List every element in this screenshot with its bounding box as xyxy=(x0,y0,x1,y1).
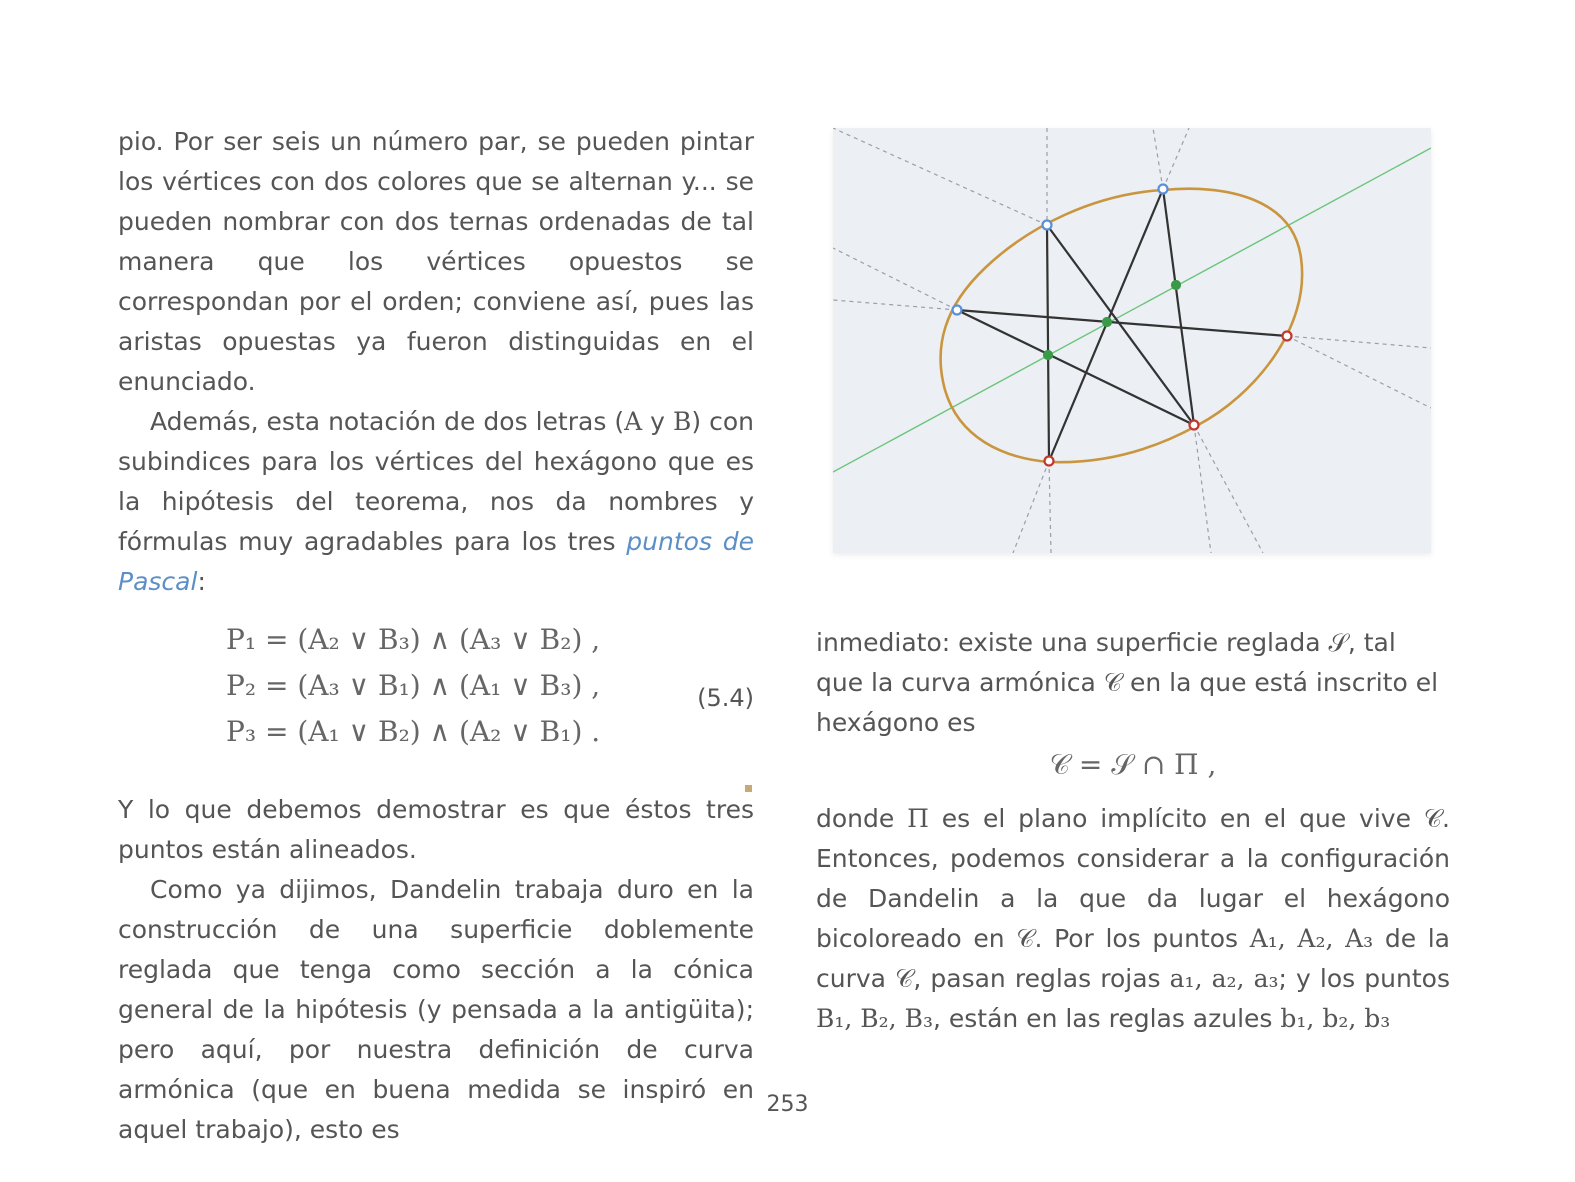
symbol-C-2: 𝒞 xyxy=(1016,924,1035,953)
pascal-point-1 xyxy=(1172,281,1180,289)
symbol-S: 𝒮 xyxy=(1328,628,1348,657)
equation-p1: P₁ = (A₂ ∨ B₃) ∧ (A₃ ∨ B₂) , xyxy=(226,623,601,656)
center-equation: 𝒞 = 𝒮 ∩ Π , xyxy=(1049,748,1217,781)
pascal-points-link[interactable]: puntos de Pascal xyxy=(118,527,754,596)
rules-b: b₁, b₂, b₃ xyxy=(1280,1004,1391,1033)
rp2-d: . Por los puntos xyxy=(1034,924,1250,953)
para2-end: : xyxy=(197,567,206,596)
pascal-point-2 xyxy=(1103,318,1111,326)
page-number: 253 xyxy=(766,1092,809,1117)
symbol-C-3: 𝒞 xyxy=(895,964,914,993)
rp2-f: , pasan reglas rojas xyxy=(913,964,1170,993)
red-vertex-1 xyxy=(1283,332,1292,341)
para2-text-b: ) con subindices para los vértices del hexágono que es la hipótesis del teorema, nos da nombres y fórmulas muy agradables para los tres xyxy=(118,407,754,556)
symbol-A: A xyxy=(624,407,643,436)
equation-p3: P₃ = (A₁ ∨ B₂) ∧ (A₂ ∨ B₁) . xyxy=(226,715,601,748)
symbol-B: B xyxy=(672,407,692,436)
pascal-line xyxy=(833,148,1431,472)
equation-number: (5.4) xyxy=(697,684,754,712)
hexagon-edge-5 xyxy=(957,310,1194,425)
left-column xyxy=(118,122,754,1150)
right-paragraph-2 xyxy=(816,799,1450,1039)
dashed-rule-4 xyxy=(833,300,957,310)
rp2-c: . Entonces, podemos considerar a la configuración de Dandelin a la que da lugar el hexágono bicoloreado en xyxy=(816,804,1450,953)
paragraph-1: pio. Por ser seis un número par, se pueden pintar los vértices con dos colores que se alternan y... se pueden nombrar con dos ternas ordenadas de tal manera que los vértices opuestos se correspondan por el orden; conviene así, pues las aristas opuestas ya fueron distinguidas en el enunciado. xyxy=(118,127,754,396)
red-vertex-3 xyxy=(1045,457,1054,466)
dashed-rule-8 xyxy=(1194,425,1211,553)
dashed-rule-3 xyxy=(1163,128,1189,189)
points-B: B₁, B₂, B₃ xyxy=(816,1004,933,1033)
paragraph-2 xyxy=(118,402,754,602)
dashed-rule-6 xyxy=(1287,336,1431,348)
rp2-h: , están en las reglas azules xyxy=(932,1004,1281,1033)
rp1-text-c: en la que está inscrito el hexágono es xyxy=(816,668,1439,737)
hexagon-edge-4 xyxy=(957,310,1287,336)
blue-vertex-2 xyxy=(1159,185,1168,194)
symbol-C-1: 𝒞 xyxy=(1423,804,1443,833)
right-paragraph-1 xyxy=(816,623,1450,743)
blue-vertex-1 xyxy=(1043,221,1052,230)
symbol-C: 𝒞 xyxy=(1103,668,1123,697)
dashed-rule-10 xyxy=(1049,461,1051,553)
dashed-rule-1 xyxy=(833,128,1047,225)
right-column xyxy=(816,623,1450,1039)
points-A: A₁, A₂, A₃ xyxy=(1249,924,1374,953)
rp1-text-a: inmediato: existe una superficie reglada xyxy=(816,628,1329,657)
paragraph-4: Como ya dijimos, Dandelin trabaja duro en la construcción de una superficie doblemente reglada que tenga como sección a la cónica general de la hipótesis (y pensada a la antigüita); pero aquí, por nuestra definición de curva armónica (que en buena medida se inspiró en aquel trabajo), esto es xyxy=(118,875,754,1144)
margin-marker xyxy=(745,785,752,792)
pascal-point-3 xyxy=(1044,351,1052,359)
para2-text-a: Además, esta notación de dos letras ( xyxy=(150,407,625,436)
red-vertex-2 xyxy=(1190,421,1199,430)
dashed-rule-5 xyxy=(833,248,957,310)
dashed-rule-11 xyxy=(1013,461,1049,553)
pascal-hexagon-figure xyxy=(833,128,1431,553)
dashed-rule-9 xyxy=(1194,425,1263,553)
rp2-a: donde xyxy=(816,804,908,833)
rp1-text-b: , tal que la curva armónica xyxy=(816,628,1396,697)
equation-block xyxy=(118,620,754,778)
equation-p2: P₂ = (A₃ ∨ B₁) ∧ (A₁ ∨ B₃) , xyxy=(226,669,601,702)
blue-vertex-3 xyxy=(953,306,962,315)
para2-text-y: y xyxy=(642,407,673,436)
hexagon-edge-0 xyxy=(1047,225,1049,461)
rp2-b: es el plano implícito en el que vive xyxy=(928,804,1424,833)
symbol-Pi: Π xyxy=(907,804,929,833)
figure-svg xyxy=(833,128,1431,553)
rp2-g: ; y los puntos xyxy=(1278,964,1450,993)
dashed-rule-2 xyxy=(1153,128,1163,189)
rules-a: a₁, a₂, a₃ xyxy=(1169,964,1279,993)
rp2-e: de la curva xyxy=(816,924,1450,993)
paragraph-3: Y lo que debemos demostrar es que éstos tres puntos están alineados. xyxy=(118,795,754,864)
